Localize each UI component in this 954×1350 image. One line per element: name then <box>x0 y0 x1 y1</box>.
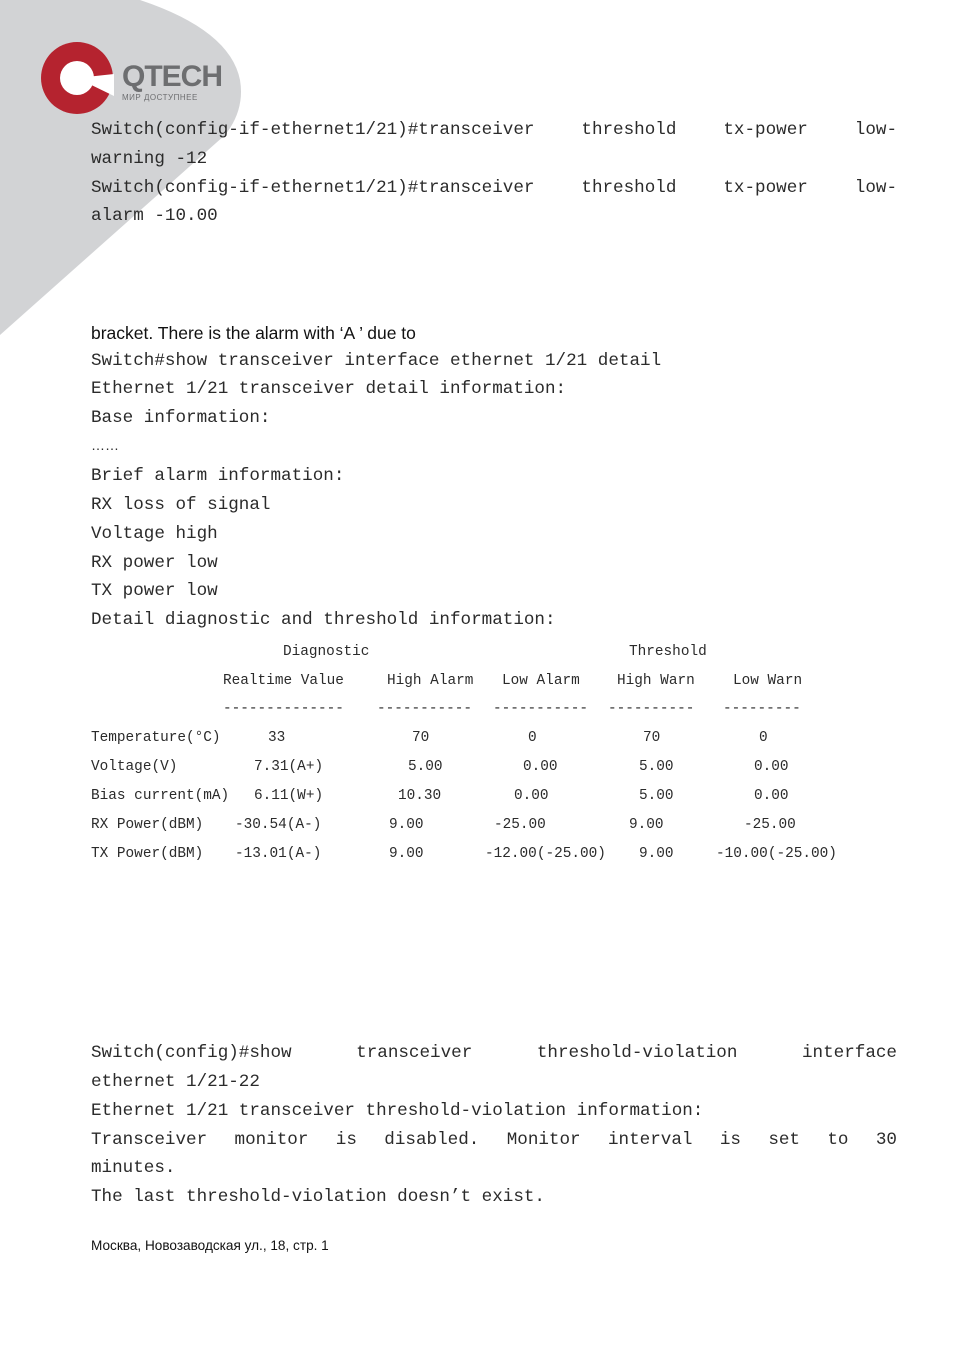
group-threshold: Threshold <box>629 644 707 660</box>
row-label: TX Power(dBM) <box>91 846 204 862</box>
separator: --------- <box>723 701 801 717</box>
row-label: Bias current(mA) <box>91 788 230 804</box>
qtech-logo <box>40 40 240 120</box>
code-line: Transceiver monitor is disabled. Monitor interval is set to 30 <box>91 1130 897 1150</box>
separator: ---------- <box>608 701 695 717</box>
code-line: Switch(config)#show transceiver threshold-violation interface <box>91 1043 897 1063</box>
cell-realtime: -13.01(A-) <box>235 846 322 862</box>
cell-realtime: 7.31(A+) <box>254 759 324 775</box>
cell-high-warn: 70 <box>643 730 661 746</box>
cell-low-warn: -25.00 <box>744 817 796 833</box>
cell-realtime: -30.54(A-) <box>235 817 322 833</box>
cell-low-warn: 0.00 <box>754 788 789 804</box>
cell-low-alarm: -25.00 <box>494 817 546 833</box>
header-high-alarm: High Alarm <box>387 673 474 689</box>
code-line: Base information: <box>91 408 271 428</box>
cell-low-warn: -10.00(-25.00) <box>716 846 837 862</box>
code-line: Voltage high <box>91 524 218 544</box>
cell-high-alarm: 5.00 <box>408 759 443 775</box>
code-line: RX power low <box>91 553 218 573</box>
cell-low-alarm: 0.00 <box>514 788 549 804</box>
cell-high-warn: 5.00 <box>639 788 674 804</box>
qtech-logo-mark <box>40 40 120 120</box>
header-low-warn: Low Warn <box>733 673 803 689</box>
code-line: Detail diagnostic and threshold information: <box>91 610 556 630</box>
cmd1-line2: warning -12 <box>91 149 208 169</box>
cell-low-warn: 0 <box>759 730 768 746</box>
row-label: RX Power(dBM) <box>91 817 204 833</box>
cell-high-alarm: 9.00 <box>389 846 424 862</box>
note-text: bracket. There is the alarm with ‘A ’ due to <box>91 323 416 343</box>
logo-tagline: МИР ДОСТУПНЕЕ <box>122 93 198 102</box>
footer-address: Москва, Новозаводская ул., 18, стр. 1 <box>91 1238 329 1253</box>
cell-low-warn: 0.00 <box>754 759 789 775</box>
header-realtime: Realtime Value <box>223 673 344 689</box>
cell-realtime: 6.11(W+) <box>254 788 324 804</box>
code-line: Brief alarm information: <box>91 466 345 486</box>
row-label: Temperature(°C) <box>91 730 221 746</box>
cell-high-warn: 9.00 <box>639 846 674 862</box>
code-line: minutes. <box>91 1158 176 1178</box>
cell-low-alarm: 0.00 <box>523 759 558 775</box>
group-diagnostic: Diagnostic <box>283 644 370 660</box>
header-high-warn: High Warn <box>617 673 695 689</box>
code-line: Ethernet 1/21 transceiver detail information: <box>91 379 567 399</box>
header-low-alarm: Low Alarm <box>502 673 580 689</box>
cmd2-line2: alarm -10.00 <box>91 206 218 226</box>
cmd1-line1: Switch(config-if-ethernet1/21)#transceiver threshold tx-power low- <box>91 120 897 140</box>
cell-high-alarm: 10.30 <box>398 788 442 804</box>
cell-high-alarm: 70 <box>412 730 430 746</box>
cell-high-warn: 5.00 <box>639 759 674 775</box>
code-line: Switch#show transceiver interface ethernet 1/21 detail <box>91 351 662 371</box>
cell-high-alarm: 9.00 <box>389 817 424 833</box>
ellipsis: …… <box>91 437 119 453</box>
separator: ----------- <box>377 701 472 717</box>
cell-low-alarm: -12.00(-25.00) <box>485 846 606 862</box>
code-line: TX power low <box>91 581 218 601</box>
separator: -------------- <box>223 701 344 717</box>
code-line: The last threshold-violation doesn’t exist. <box>91 1187 545 1207</box>
cell-low-alarm: 0 <box>528 730 537 746</box>
cell-high-warn: 9.00 <box>629 817 664 833</box>
code-line: Ethernet 1/21 transceiver threshold-violation information: <box>91 1101 704 1121</box>
row-label: Voltage(V) <box>91 759 178 775</box>
code-line: RX loss of signal <box>91 495 271 515</box>
cmd2-line1: Switch(config-if-ethernet1/21)#transceiver threshold tx-power low- <box>91 178 897 198</box>
separator: ----------- <box>493 701 588 717</box>
cell-realtime: 33 <box>268 730 286 746</box>
code-line: ethernet 1/21-22 <box>91 1072 260 1092</box>
logo-wordmark: QTECH <box>122 60 222 93</box>
